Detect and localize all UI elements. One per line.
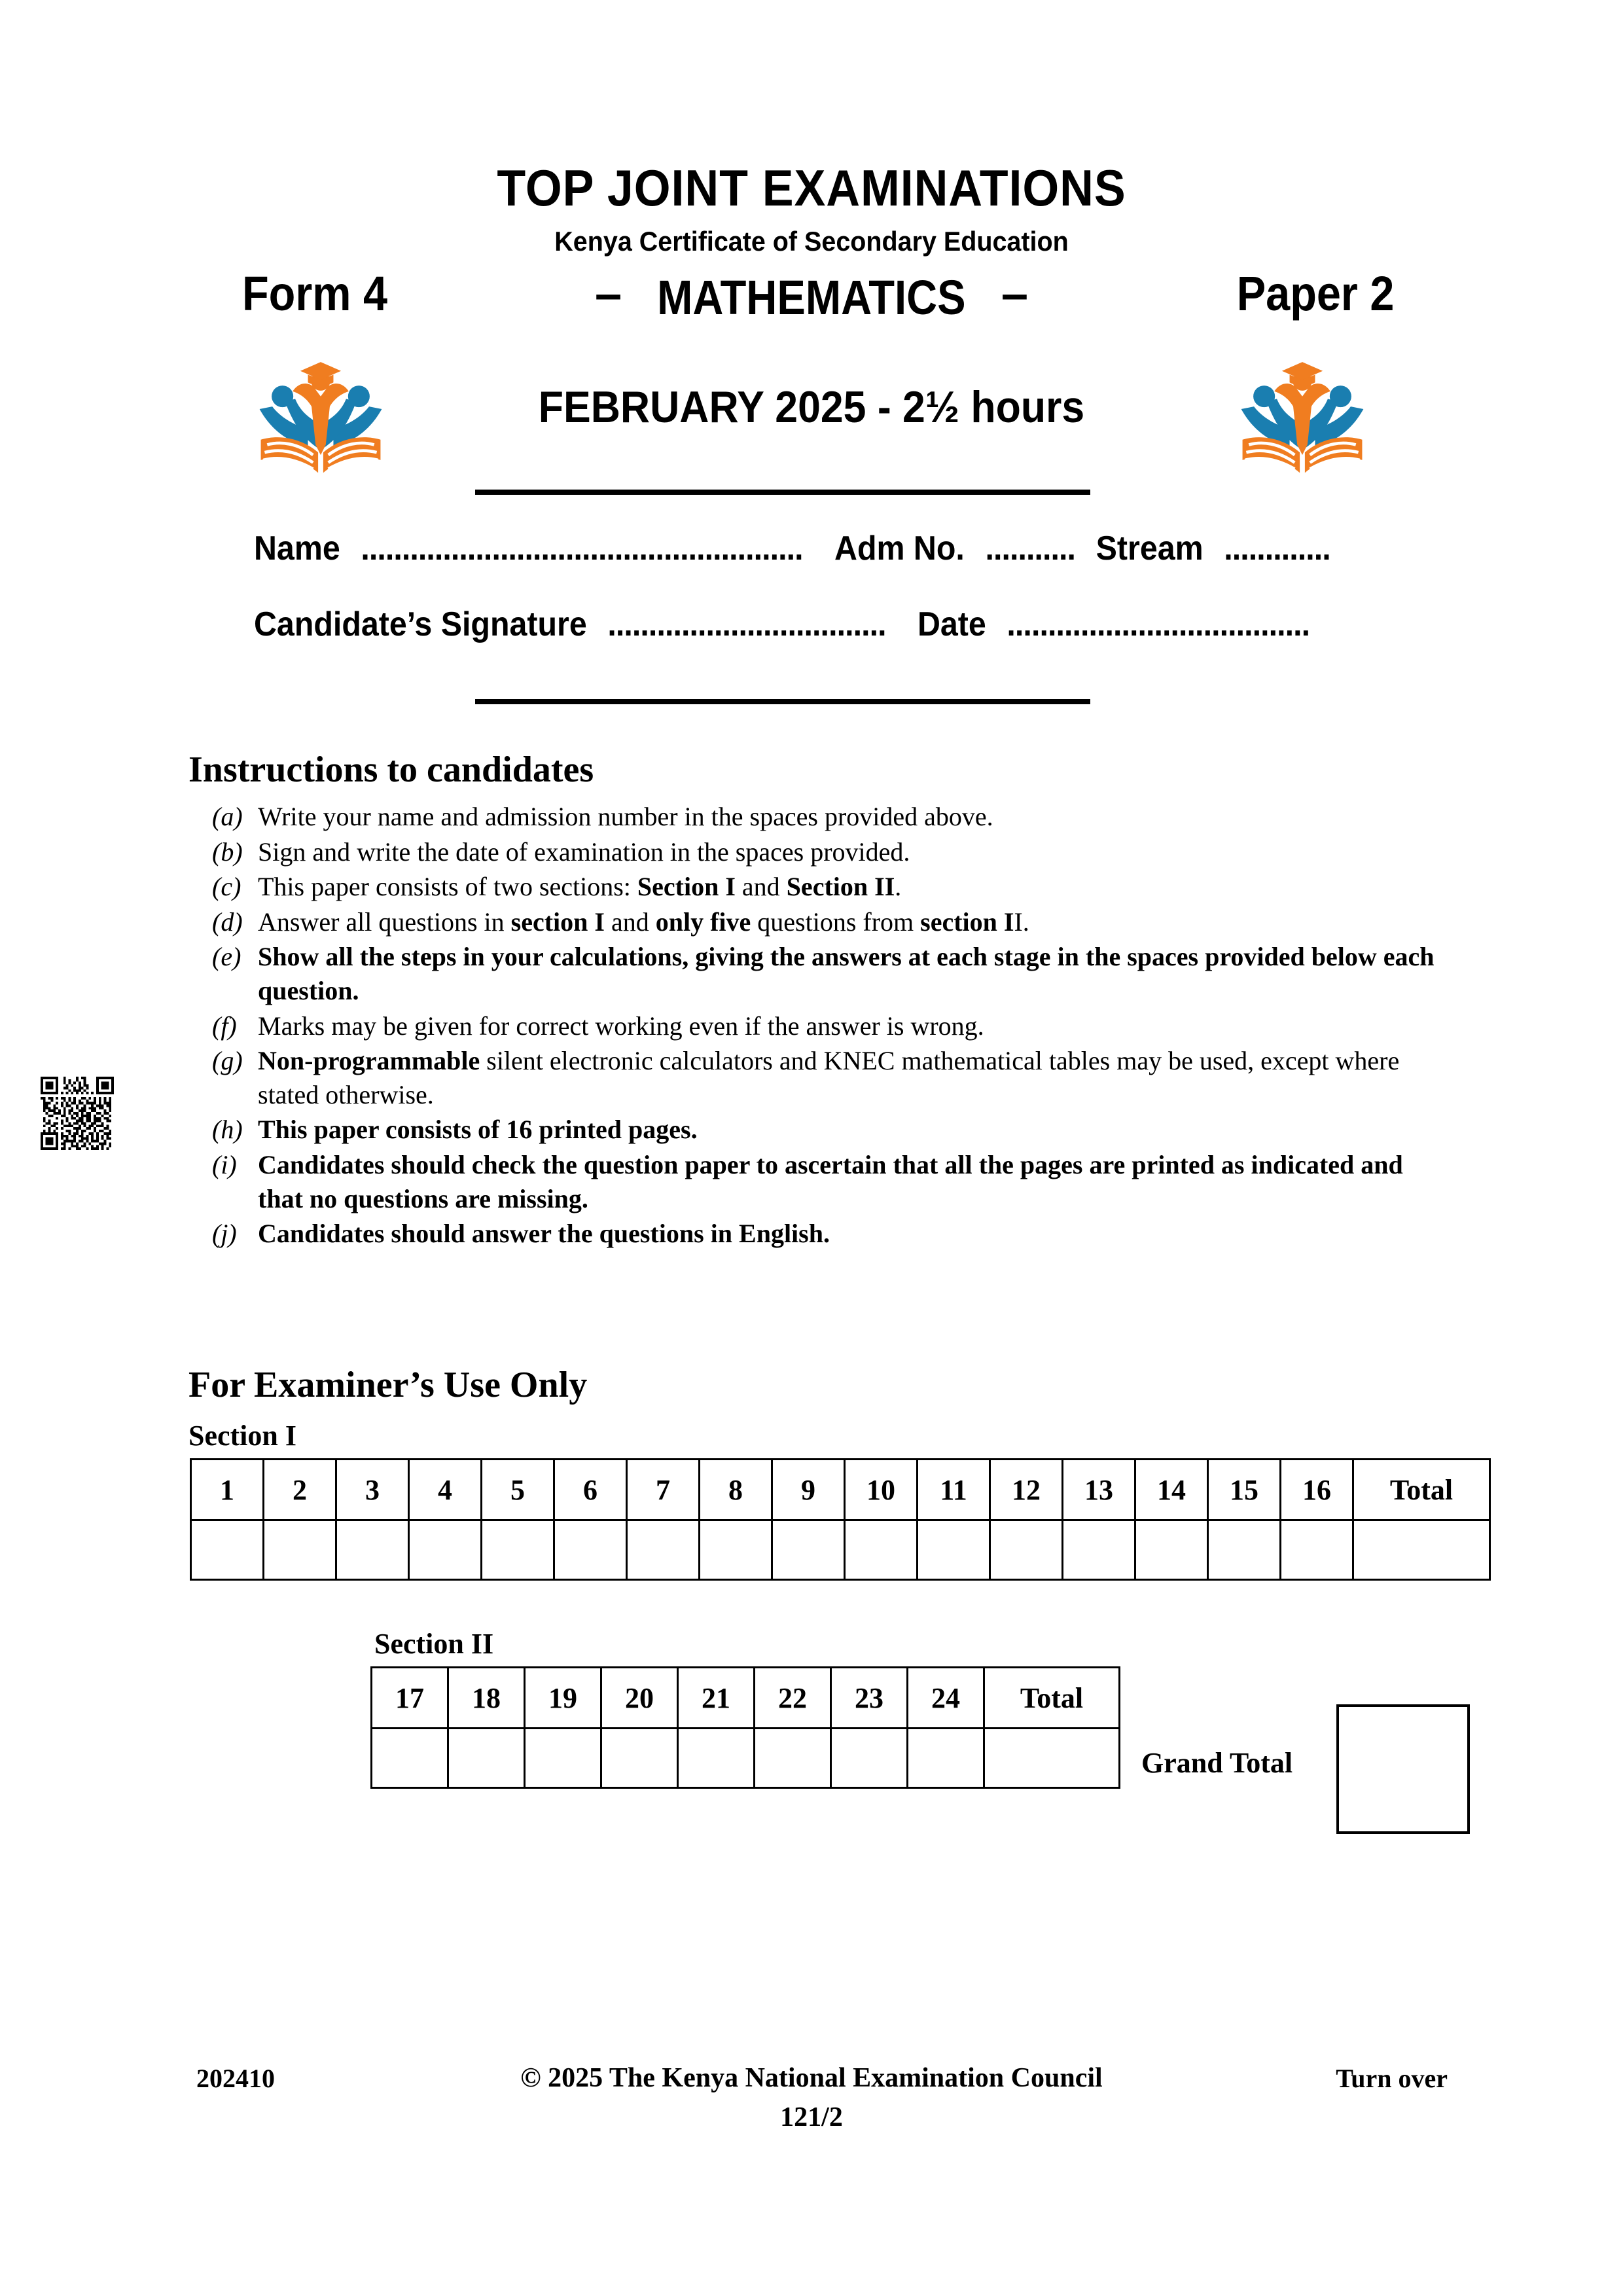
footer-turn-over: Turn over [1336,2064,1448,2093]
question-number-cell: 10 [845,1460,918,1520]
instruction-text: Marks may be given for correct working even if the answer is wrong. [258,1011,984,1041]
instruction-item [209,1113,1446,1147]
instruction-marker: (d) [212,906,243,937]
question-number-cell: 15 [1208,1460,1281,1520]
header-divider-bottom [475,699,1090,704]
instruction-text: Candidates should check the question paper to ascertain that all the pages are printed as indicated and that no questions are missing. [258,1149,1403,1213]
mark-entry-cell[interactable] [908,1729,984,1788]
question-number-cell: 14 [1135,1460,1208,1520]
mark-entry-cell[interactable] [336,1520,409,1580]
exam-subtitle: Kenya Certificate of Secondary Education [554,226,1069,257]
mark-entry-cell[interactable] [1281,1520,1353,1580]
dash-right-icon: – [1001,266,1029,321]
instruction-item [209,1009,1446,1043]
mark-entry-cell[interactable] [1208,1520,1281,1580]
instruction-item [209,800,1446,834]
mark-entry-cell[interactable] [264,1520,336,1580]
mark-entry-cell[interactable] [678,1729,755,1788]
question-number-cell: 16 [1281,1460,1353,1520]
instruction-text: Candidates should answer the questions in English. [258,1219,830,1249]
qr-code [41,1077,114,1150]
table-row [372,1668,1120,1729]
section1-heading: Section I [188,1420,296,1452]
mark-entry-cell[interactable] [918,1520,990,1580]
exam-date-duration: FEBRUARY 2025 - 2½ hours [538,382,1085,432]
instruction-text: Show all the steps in your calculations, giving the answers at each stage in the spaces provided below each question. [258,942,1435,1005]
question-number-cell: 12 [990,1460,1063,1520]
question-number-cell: 7 [627,1460,700,1520]
footer-paper-number: 202410 [196,2064,275,2093]
section1-marks-table [190,1458,1491,1581]
question-number-cell: 3 [336,1460,409,1520]
instruction-item [209,1044,1446,1111]
instruction-marker: (a) [212,802,243,831]
page-header [0,0,1623,365]
instruction-marker: (f) [212,1011,237,1041]
question-number-cell: 23 [831,1668,908,1729]
instruction-item [209,1217,1446,1251]
mark-entry-cell[interactable] [191,1520,264,1580]
instruction-item [209,1148,1446,1215]
mark-entry-cell[interactable] [601,1729,678,1788]
subject-row [0,267,1623,365]
signature-input[interactable]: .................................. [607,605,886,643]
stream-label: Stream [1096,529,1204,567]
candidate-name-row [254,531,1406,565]
paper-label: Paper 2 [1236,266,1394,321]
section2-marks-table [370,1666,1120,1789]
header-divider-top [475,490,1090,495]
question-number-cell: Total [1353,1460,1490,1520]
signature-label: Candidate’s Signature [254,605,587,643]
section2-heading: Section II [374,1628,494,1660]
mark-entry-cell[interactable] [1353,1520,1490,1580]
instruction-text: Write your name and admission number in the spaces provided above. [258,802,993,831]
grand-total-box[interactable] [1336,1704,1470,1834]
instruction-marker: (j) [212,1219,237,1249]
name-input[interactable]: ...................................................... [361,529,803,567]
instruction-marker: (i) [212,1149,237,1179]
name-label: Name [254,529,340,567]
adm-no-input[interactable]: ........... [985,529,1076,567]
mark-entry-cell[interactable] [1063,1520,1135,1580]
mark-entry-cell[interactable] [1135,1520,1208,1580]
instruction-item [209,870,1446,904]
question-number-cell: 5 [482,1460,554,1520]
candidate-signature-row [254,607,1406,641]
mark-entry-cell[interactable] [525,1729,601,1788]
dash-left-icon: – [594,266,622,321]
mark-entry-cell[interactable] [627,1520,700,1580]
question-number-cell: Total [984,1668,1120,1729]
form-label: Form 4 [242,266,388,321]
instruction-item [209,835,1446,869]
question-number-cell: 20 [601,1668,678,1729]
question-number-cell: 11 [918,1460,990,1520]
instruction-text: Answer all questions in section I and only five questions from section II. [258,906,1029,937]
question-number-cell: 19 [525,1668,601,1729]
question-number-cell: 13 [1063,1460,1135,1520]
adm-no-label: Adm No. [834,529,965,567]
table-row [372,1729,1120,1788]
instruction-marker: (b) [212,836,243,867]
question-number-cell: 17 [372,1668,448,1729]
mark-entry-cell[interactable] [990,1520,1063,1580]
instructions-heading: Instructions to candidates [188,749,594,790]
question-number-cell: 9 [772,1460,845,1520]
mark-entry-cell[interactable] [372,1729,448,1788]
mark-entry-cell[interactable] [845,1520,918,1580]
instruction-text: Sign and write the date of examination in the spaces provided. [258,836,910,867]
mark-entry-cell[interactable] [755,1729,831,1788]
mark-entry-cell[interactable] [482,1520,554,1580]
subject-label: MATHEMATICS [657,270,966,325]
exam-title: TOP JOINT EXAMINATIONS [497,159,1126,217]
mark-entry-cell[interactable] [772,1520,845,1580]
question-number-cell: 6 [554,1460,627,1520]
instruction-marker: (e) [212,942,241,972]
mark-entry-cell[interactable] [984,1729,1120,1788]
instruction-marker: (g) [212,1046,243,1076]
footer-copyright-block [406,2059,1217,2137]
instruction-marker: (h) [212,1115,243,1145]
instruction-text: This paper consists of 16 printed pages. [258,1115,698,1145]
instruction-text: This paper consists of two sections: Section I and Section II. [258,872,902,902]
date-input[interactable]: ..................................... [1007,605,1310,643]
question-number-cell: 21 [678,1668,755,1729]
grand-total-label: Grand Total [1141,1747,1293,1779]
date-label: Date [917,605,986,643]
instruction-item [209,905,1446,939]
question-number-cell: 1 [191,1460,264,1520]
mark-entry-cell[interactable] [700,1520,772,1580]
question-number-cell: 18 [448,1668,525,1729]
instruction-marker: (c) [212,872,241,902]
table-row [191,1460,1490,1520]
footer-copyright: © 2025 The Kenya National Examination Council [520,2063,1103,2093]
mark-entry-cell[interactable] [409,1520,482,1580]
question-number-cell: 4 [409,1460,482,1520]
instruction-item [209,940,1446,1007]
mark-entry-cell[interactable] [448,1729,525,1788]
footer-paper-code: 121/2 [780,2102,843,2132]
examiner-use-heading: For Examiner’s Use Only [188,1365,588,1405]
table-row [191,1520,1490,1580]
stream-input[interactable]: ............. [1224,529,1330,567]
question-number-cell: 2 [264,1460,336,1520]
instruction-text: Non-programmable silent electronic calculators and KNEC mathematical tables may be used, except where stated otherwise. [258,1046,1400,1109]
question-number-cell: 8 [700,1460,772,1520]
mark-entry-cell[interactable] [831,1729,908,1788]
question-number-cell: 24 [908,1668,984,1729]
question-number-cell: 22 [755,1668,831,1729]
mark-entry-cell[interactable] [554,1520,627,1580]
instructions-list [209,800,1446,1252]
